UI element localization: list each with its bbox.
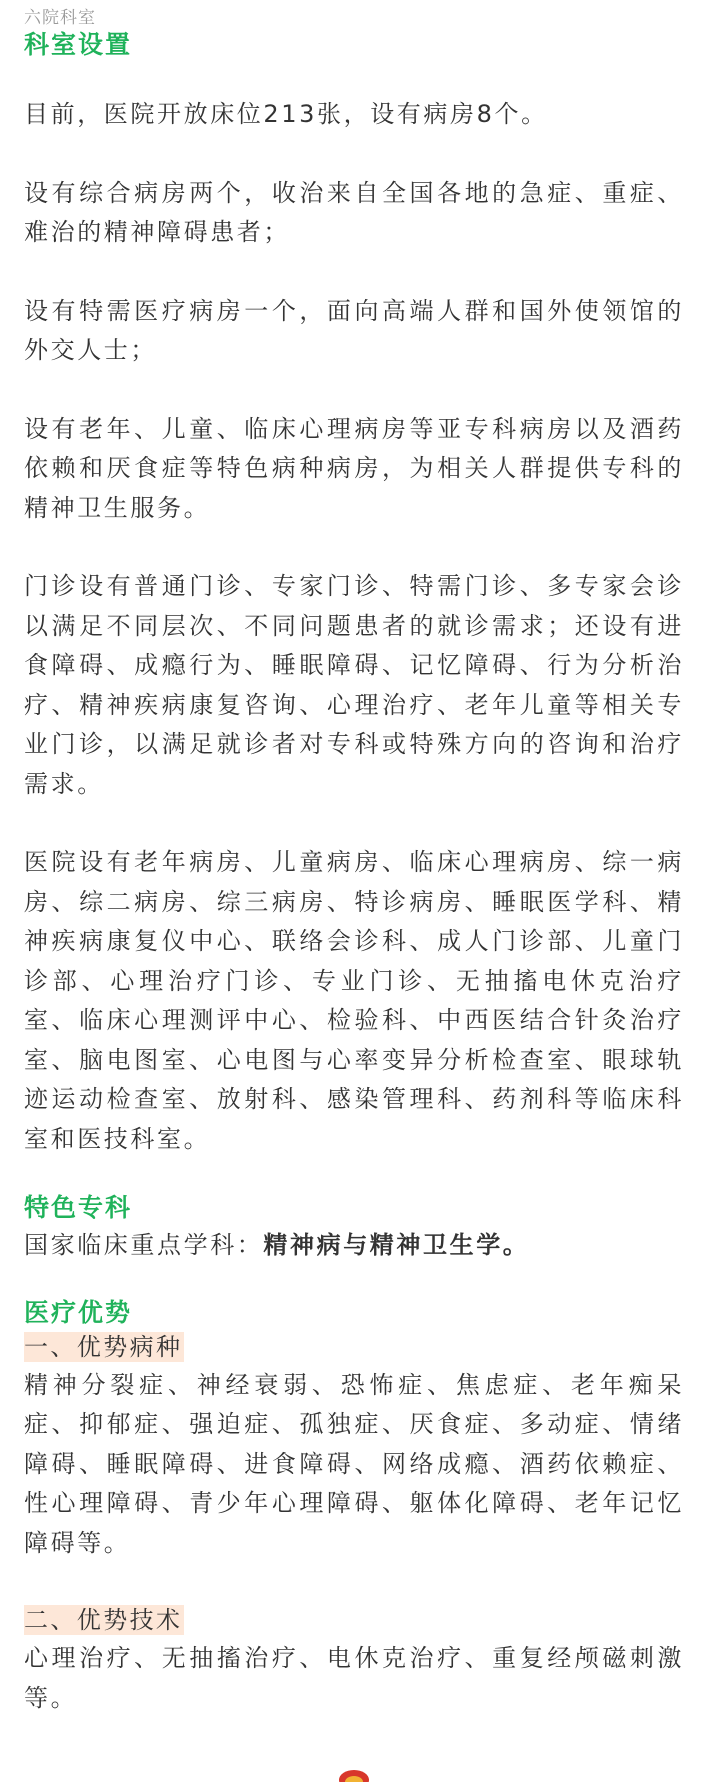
partial-logo-icon — [336, 1758, 372, 1782]
sub-heading-advantage-diseases: 一、优势病种 — [24, 1332, 183, 1361]
paragraph-vip-ward: 设有特需医疗病房一个，面向高端人群和国外使领馆的外交人士； — [24, 296, 684, 364]
paragraph-advantage-techniques: 心理治疗、无抽搐治疗、电休克治疗、重复经颅磁刺激等。 — [24, 1644, 684, 1712]
section-title-featured-specialty: 特色专科 — [24, 1193, 133, 1222]
paragraph-outpatient: 门诊设有普通门诊、专家门诊、特需门诊、多专家会诊以满足不同层次、不同问题患者的就诊需求；还设有进食障碍、成瘾行为、睡眠障碍、记忆障碍、行为分析治疗、精神疾病康复咨询、心理治疗、老年儿童等相关专业门诊，以满足就诊者对专科或特殊方向的咨询和治疗需求。 — [24, 572, 684, 798]
article — [24, 0, 684, 1718]
featured-specialty-prefix: 国家临床重点学科： — [24, 1231, 264, 1259]
section-title-department-setup: 科室设置 — [24, 30, 133, 59]
paragraph-department-list: 医院设有老年病房、儿童病房、临床心理病房、综一病房、综二病房、综三病房、特诊病房、睡眠医学科、精神疾病康复仪中心、联络会诊科、成人门诊部、儿童门诊部、心理治疗门诊、专业门诊、无抽搐电休克治疗室、临床心理测评中心、检验科、中西医结合针灸治疗室、脑电图室、心电图与心率变异分析检查室、眼球轨迹运动检查室、放射科、感染管理科、药剂科等临床科室和医技科室。 — [24, 848, 684, 1153]
featured-specialty-name: 精神病与精神卫生学。 — [263, 1231, 530, 1259]
image-caption: 六院科室 — [24, 8, 96, 28]
paragraph-advantage-diseases: 精神分裂症、神经衰弱、恐怖症、焦虑症、老年痴呆症、抑郁症、强迫症、孤独症、厌食症、多动症、情绪障碍、睡眠障碍、进食障碍、网络成瘾、酒药依赖症、性心理障碍、青少年心理障碍、躯体化障碍、老年记忆障碍等。 — [24, 1370, 684, 1557]
paragraph-general-wards: 设有综合病房两个，收治来自全国各地的急症、重症、难治的精神障碍患者； — [24, 178, 684, 246]
paragraph-subspecialty-wards: 设有老年、儿童、临床心理病房等亚专科病房以及酒药依赖和厌食症等特色病种病房，为相关人群提供专科的精神卫生服务。 — [24, 414, 684, 522]
section-title-medical-advantages: 医疗优势 — [24, 1297, 133, 1327]
featured-specialty-line — [24, 1226, 684, 1266]
sub-heading-advantage-techniques: 二、优势技术 — [24, 1606, 183, 1634]
paragraph-beds: 目前，医院开放床位213张，设有病房8个。 — [24, 100, 548, 128]
